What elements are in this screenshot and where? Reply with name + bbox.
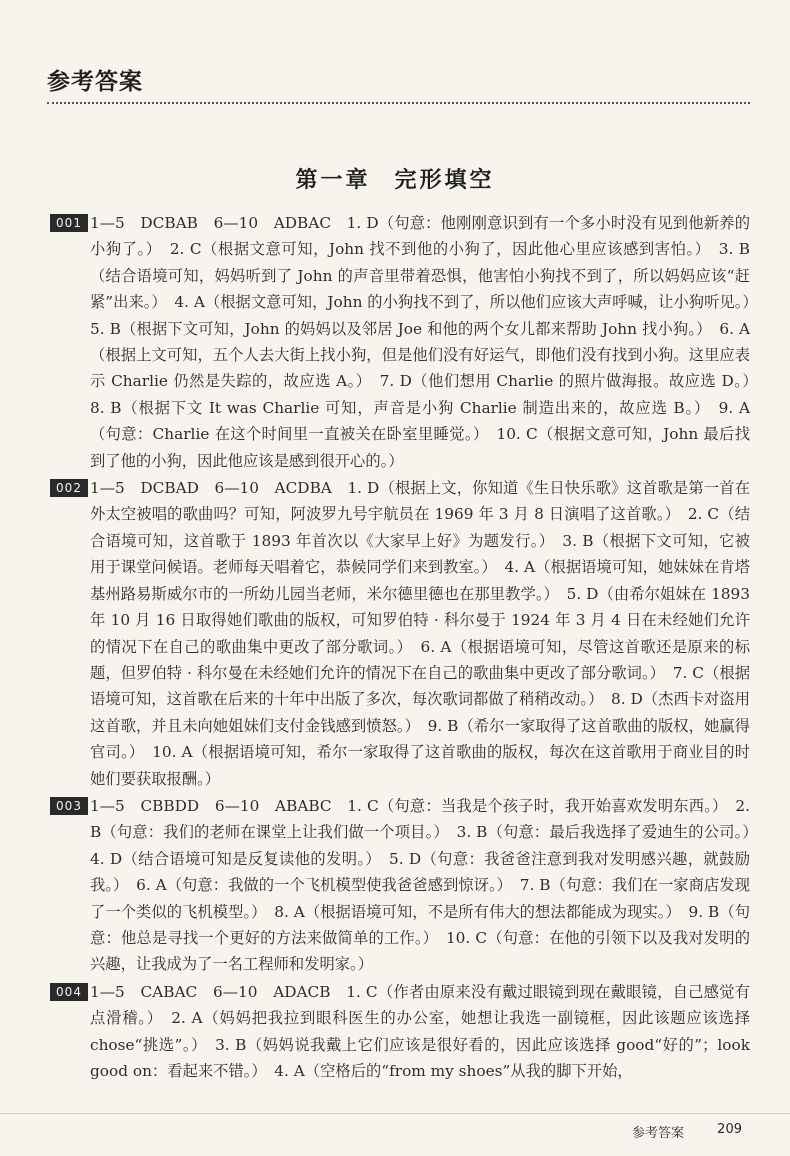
entry-number-badge: 002 (50, 479, 88, 497)
entry-text: 1—5 CBBDD 6—10 ABABC 1. C（句意：当我是个孩子时，我开始喜欢发明东西。） 2. B（句意：我们的老师在课堂上让我们做一个项目。） 3. B（句意：最后我选择了爱迪生的公司。） 4. D（结合语境可知是反复读他的发明。） 5. D（句意：我爸爸注意到我对发明感兴趣，就鼓励我。） 6. A（句意：我做的一个飞机模型使我爸爸感到惊讶。） 7. B（句意：我们在一家商店发现了一个类似的飞机模型。） 8. A（根据语境可知，不是所有伟大的想法都能成为现实。） 9. B（句意：他总是寻找一个更好的方法来做简单的工作。） 10. C（句意：在他的引领下以及我对发明的兴趣，让我成为了一名工程师和发明家。） (90, 796, 766, 974)
answer-entry (50, 793, 766, 978)
answer-entry (50, 979, 750, 1085)
section-title: 参考答案 (47, 69, 143, 95)
footer-section-label: 参考答案 (631, 1126, 684, 1141)
entry-text: 1—5 DCBAD 6—10 ACDBA 1. D（根据上文，你知道《生日快乐歌》这首歌是第一首在外太空被唱的歌曲吗？可知，阿波罗九号宇航员在 1969 年 3 月 8 日演唱了这首歌。） 2. C（结合语境可知，这首歌于 1893 年首次以《大家早上好》为题发行。） 3. B（根据下文可知，它被用于课堂问候语。老师每天唱着它，恭候同学们来到教室。） 4. A（根据语境可知，她妹妹在肯塔基州路易斯威尔市的一所幼儿园当老师，米尔德里德也在那里教学。） 5. D（由希尔姐妹在 1893 年 10 月 16 日取得她们歌曲的版权，可知罗伯特 · 科尔曼于 1924 年 3 月 4 日在未经她们允许的情况下在自己的歌曲集中更改了部分歌词。） 6. A（根据语境可知，尽管这首歌还是原来的标题，但罗伯特 · 科尔曼在未经她们允许的情况下在自己的歌曲集中更改了部分歌词。） 7. C（根据语境可知，这首歌在后来的十年中出版了多次，每次歌词都做了稍稍改动。） 8. D（杰西卡对盗用这首歌，并且未向她姐妹们支付金钱感到愤怒。） 9. B（希尔一家取得了这首歌曲的版权，她赢得官司。） 10. A（根据语境可知，希尔一家取得了这首歌曲的版权，每次在这首歌用于商业目的时她们要获取报酬。） (90, 479, 750, 788)
entry-text: 1—5 CABAC 6—10 ADACB 1. C（作者由原来没有戴过眼镜到现在戴眼镜，自己感觉有点滑稽。） 2. A（妈妈把我拉到眼科医生的办公室，她想让我选一副镜框，因此该题应该选择 chose“挑选”。） 3. B（妈妈说我戴上它们应该是很好看的，因此应该选择 good“好的”；look good on：看起来不错。） 4. A（空格后的“from my shoes”从我的脚下开始， (90, 982, 750, 1080)
chapter-name: 完形填空 (394, 167, 495, 193)
entry-number-badge: 004 (50, 983, 88, 1001)
answer-list (50, 210, 766, 1085)
chapter-number: 第一章 (295, 167, 371, 193)
entry-number-badge: 001 (50, 214, 88, 232)
page-number: 209 (717, 1122, 742, 1137)
answer-entry (50, 210, 766, 474)
entry-text: 1—5 DCBAB 6—10 ADBAC 1. D（句意：他刚刚意识到有一个多小时没有见到他新养的小狗了。） 2. C（根据文意可知，John 找不到他的小狗了，因此他心里应该感到害怕。） 3. B（结合语境可知，妈妈听到了 John 的声音里带着恐惧，他害怕小狗找不到了，所以妈妈应该“赶紧”出来。） 4. A（根据文意可知，John 的小狗找不到了，所以他们应该大声呼喊，让小狗听见。） 5. B（根据下文可知，John 的妈妈以及邻居 Joe 和他的两个女儿都来帮助 John 找小狗。） 6. A（根据上文可知，五个人去大街上找小狗，但是他们没有好运气，即他们没有找到小狗。这里应表示 Charlie 仍然是失踪的，故应选 A。） 7. D（他们想用 Charlie 的照片做海报。故应选 D。） 8. B（根据下文 It was Charlie 可知，声音是小狗 Charlie 制造出来的，故应选 B。） 9. A（句意：Charlie 在这个时间里一直被关在卧室里睡觉。） 10. C（根据文意可知，John 最后找到了他的小狗，因此他应该是感到很开心的。） (90, 214, 766, 470)
answer-entry (50, 475, 750, 792)
chapter-heading (0, 163, 790, 194)
entry-number-badge: 003 (50, 797, 88, 815)
page-footer (0, 1113, 790, 1154)
dotted-divider (47, 102, 750, 104)
